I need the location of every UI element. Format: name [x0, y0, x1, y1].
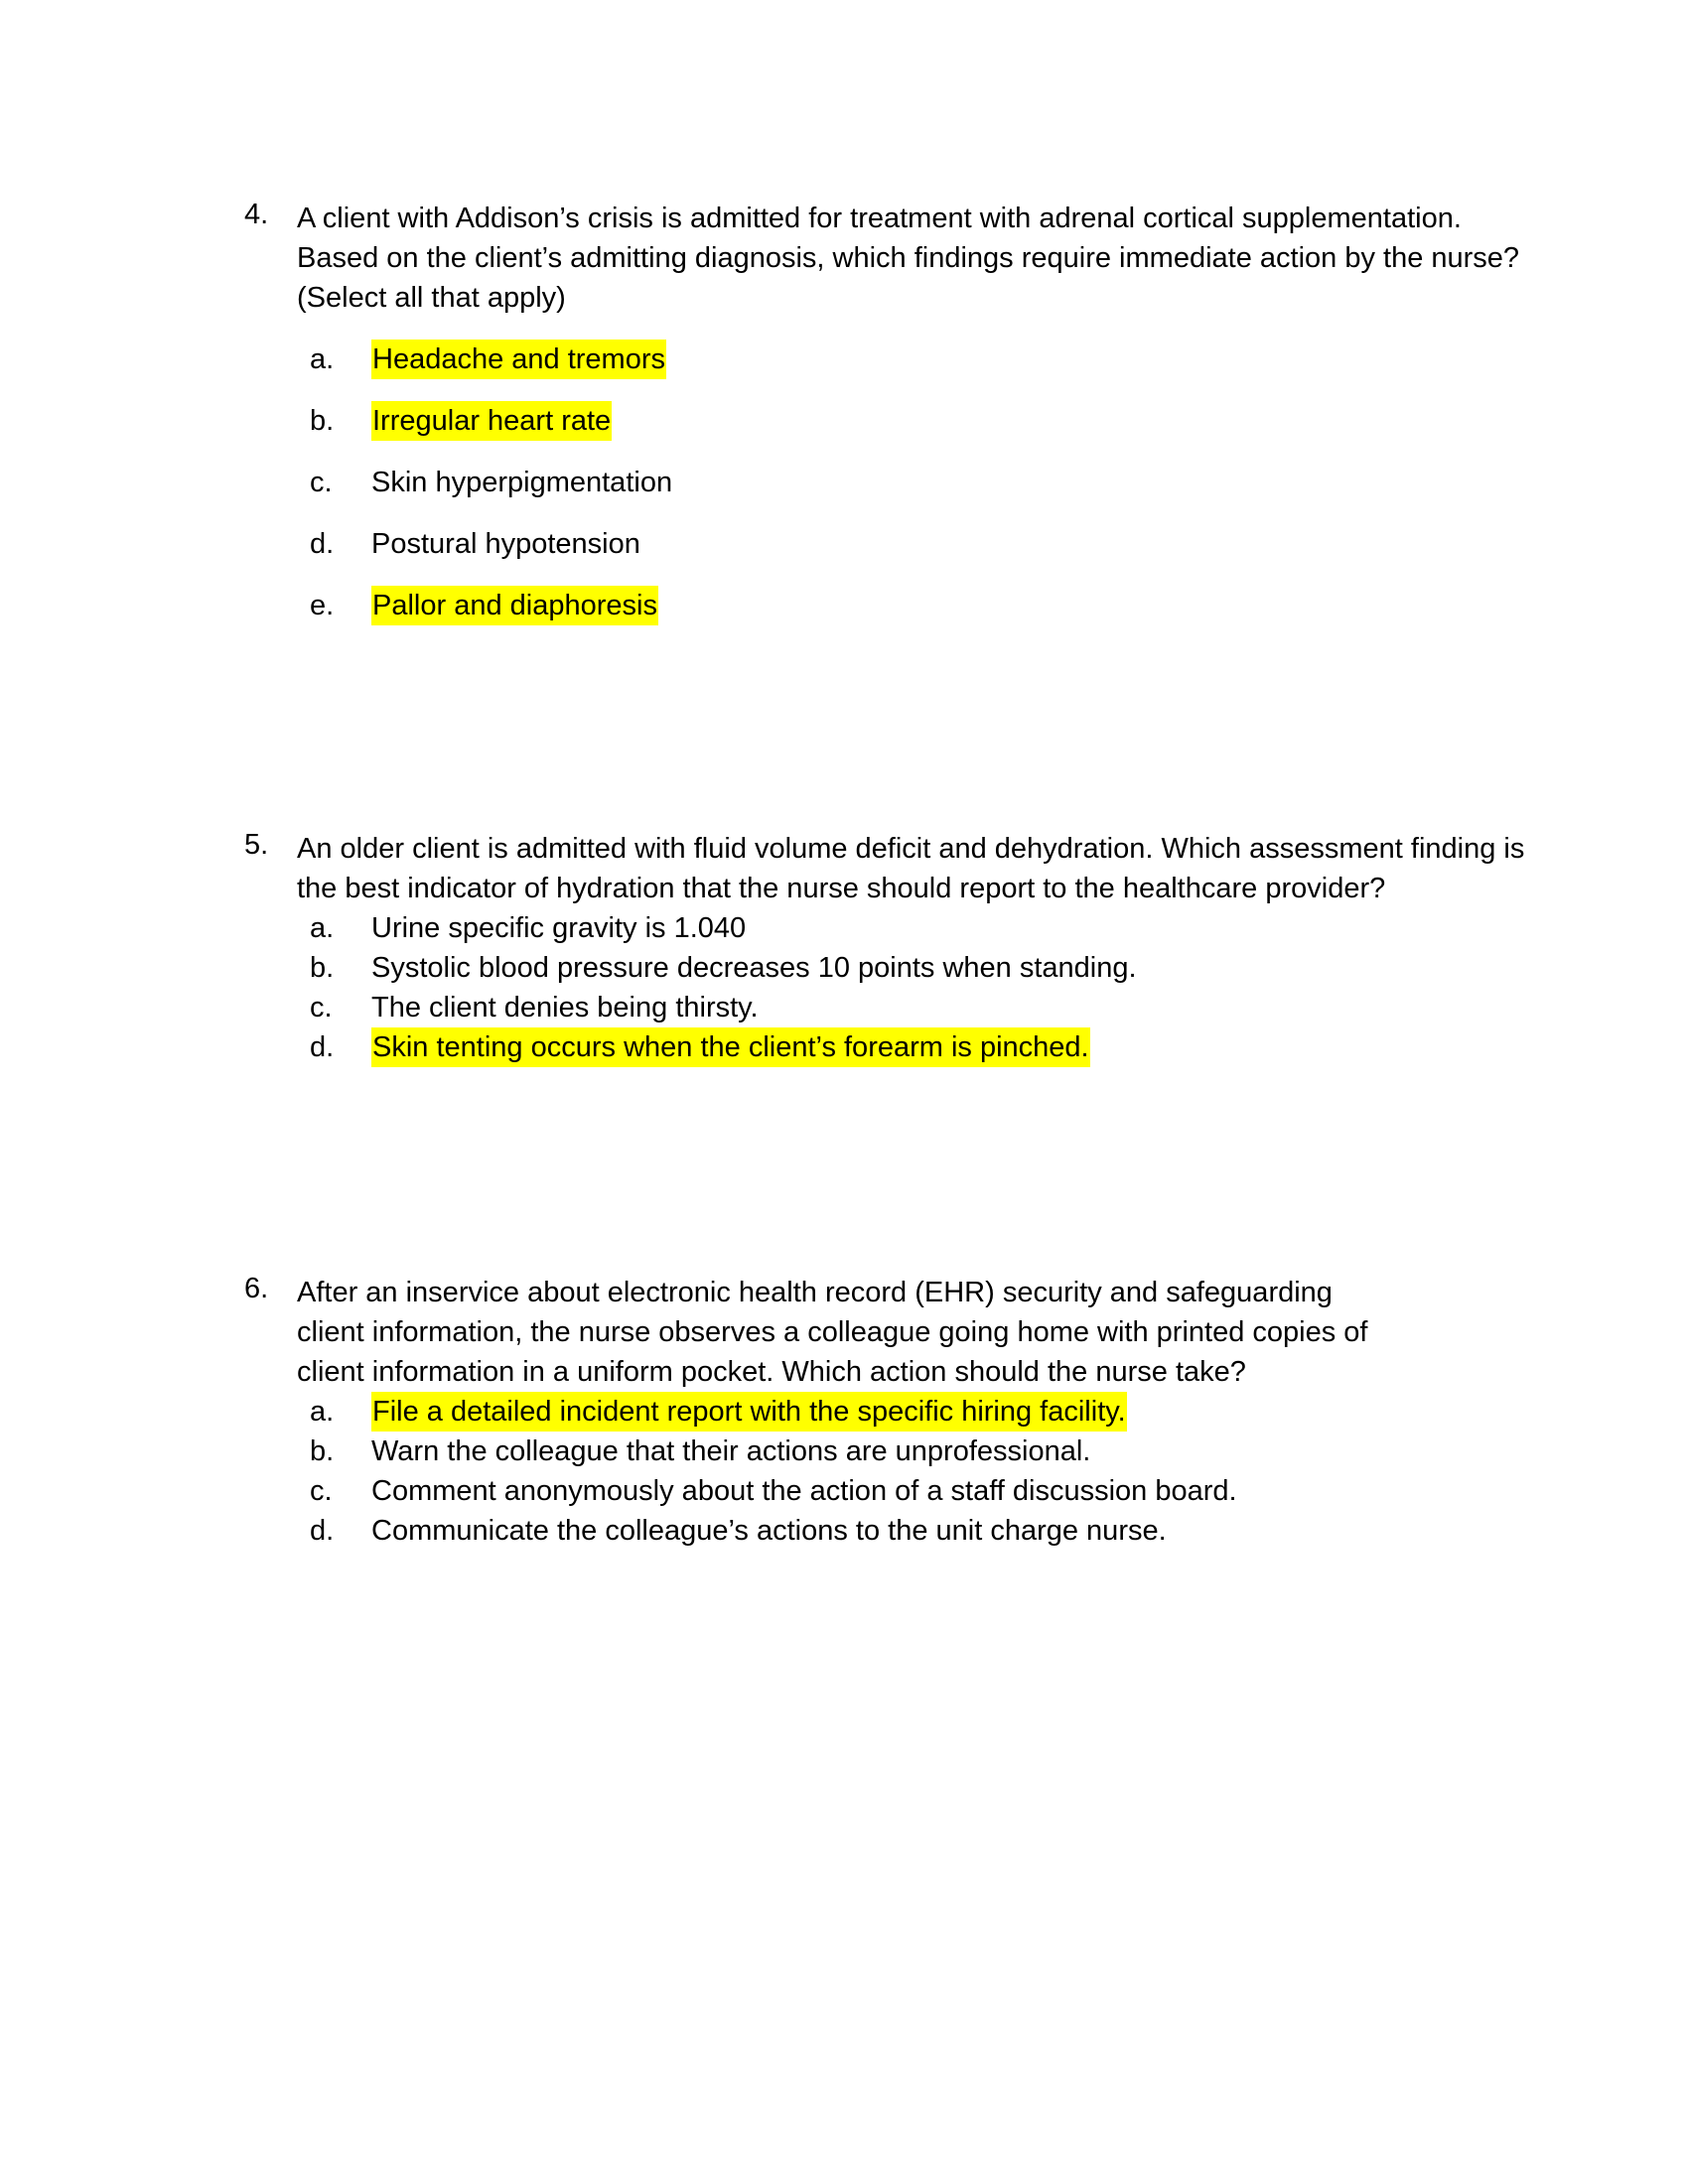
option-text: Systolic blood pressure decreases 10 points when standing. [371, 952, 1137, 984]
option-d [244, 1027, 1485, 1067]
option-letter: c. [310, 992, 333, 1024]
options-list [244, 340, 1485, 647]
option-letter: c. [310, 467, 333, 498]
option-e [244, 586, 1485, 647]
option-text: Comment anonymously about the action of a staff discussion board. [371, 1475, 1237, 1507]
option-b [244, 1432, 1485, 1471]
option-letter: a. [310, 912, 335, 944]
options-list [244, 908, 1485, 1067]
option-text: Skin hyperpigmentation [371, 467, 673, 498]
question-stem: A client with Addison’s crisis is admitted for treatment with adrenal cortical supplementation. Based on the client’s admitting diagnosis, which findings require immediate action by the nurse? (Select all that apply) [297, 203, 1520, 314]
option-text-highlighted: Skin tenting occurs when the client’s forearm is pinched. [371, 1027, 1090, 1067]
option-text: The client denies being thirsty. [371, 992, 759, 1024]
option-letter: d. [310, 1515, 335, 1547]
question-stem: After an inservice about electronic health record (EHR) security and safeguarding client information, the nurse observes a colleague going home with printed copies of client information in a uniform pocket. Which action should the nurse take? [297, 1277, 1368, 1388]
option-letter: b. [310, 952, 335, 984]
question-6 [244, 1273, 1485, 1551]
question-4 [244, 199, 1520, 647]
option-letter: a. [310, 1396, 335, 1428]
option-text: Communicate the colleague’s actions to the unit charge nurse. [371, 1515, 1167, 1547]
option-a [244, 908, 1485, 948]
question-number: 4. [244, 199, 269, 230]
option-b [244, 948, 1485, 988]
option-text: Warn the colleague that their actions are unprofessional. [371, 1435, 1091, 1467]
option-text-highlighted: Pallor and diaphoresis [371, 586, 658, 625]
question-number: 6. [244, 1273, 269, 1304]
option-letter: a. [310, 343, 335, 375]
option-a [244, 340, 1485, 401]
option-a [244, 1392, 1485, 1432]
option-letter: e. [310, 590, 335, 621]
option-letter: b. [310, 1435, 335, 1467]
question-5 [244, 829, 1525, 1067]
option-letter: d. [310, 1031, 335, 1063]
option-text-highlighted: Irregular heart rate [371, 401, 612, 441]
option-letter: b. [310, 405, 335, 437]
option-letter: d. [310, 528, 335, 560]
option-c [244, 1471, 1485, 1511]
option-d [244, 1511, 1485, 1551]
option-letter: c. [310, 1475, 333, 1507]
option-text-highlighted: Headache and tremors [371, 340, 666, 379]
option-c [244, 463, 1485, 524]
option-text: Urine specific gravity is 1.040 [371, 912, 747, 944]
options-list [244, 1392, 1485, 1551]
question-number: 5. [244, 829, 269, 861]
question-stem: An older client is admitted with fluid volume deficit and dehydration. Which assessment finding is the best indicator of hydration that the nurse should report to the healthcare provider? [297, 833, 1525, 904]
option-b [244, 401, 1485, 463]
option-text-highlighted: File a detailed incident report with the specific hiring facility. [371, 1392, 1127, 1432]
option-c [244, 988, 1485, 1027]
option-text: Postural hypotension [371, 528, 640, 560]
option-d [244, 524, 1485, 586]
